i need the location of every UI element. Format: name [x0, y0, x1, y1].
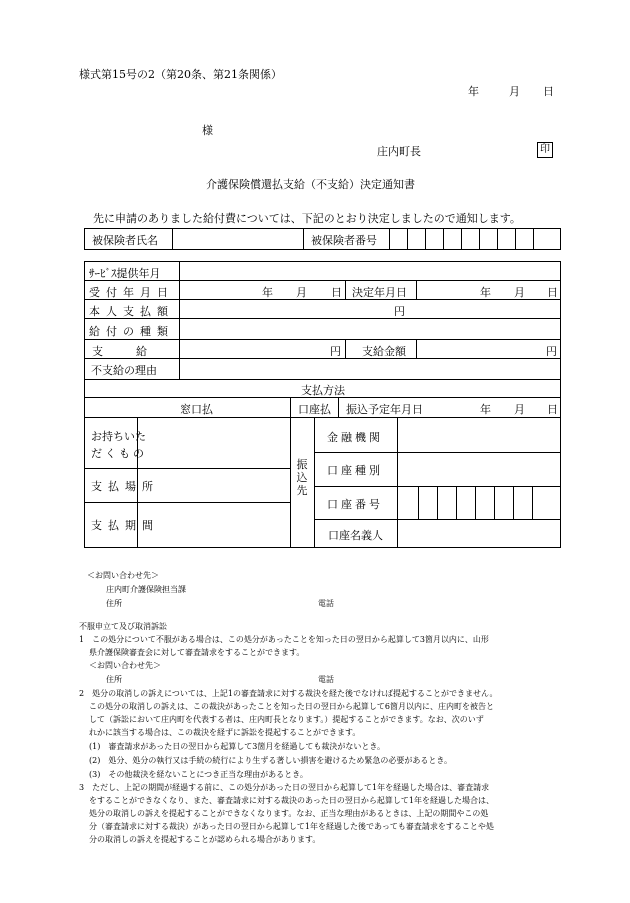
self-payment-yen: 円	[394, 305, 405, 318]
appeal-item2-line1: 2 処分の取消しの訴えについては、上記1の審査請求に対する裁決を経た後でなければ提起することができません。	[79, 689, 498, 698]
service-month-label: ｻｰﾋﾞｽ提供年月	[89, 267, 161, 280]
appeal-item3-line2: をすることができなくなり、また、審査請求に対する裁決のあった日の翌日から起算して1年を経過した場合は、	[89, 796, 495, 805]
appeal-item2-line4: れかに該当する場合は、この裁決を経ずに訴訟を提起することができます。	[89, 728, 361, 737]
payment-period-label: 支払期間	[91, 519, 159, 532]
payment-amount-label: 支給金額	[362, 345, 406, 358]
receipt-year-label: 年	[262, 286, 273, 299]
decision-year-label: 年	[480, 286, 491, 299]
transfer-month-label: 月	[514, 403, 525, 416]
receipt-month-label: 月	[296, 286, 307, 299]
contact-address: 住所	[106, 599, 122, 608]
counter-payment-label: 窓口払	[180, 403, 213, 416]
form-number: 様式第15号の2（第20条、第21条関係）	[79, 68, 282, 81]
appeal-item1-line1: 1 この処分について不服がある場合は、この処分があったことを知った日の翌日から起算して3箇月以内に、山形	[79, 635, 489, 644]
appeal-item2-line2: この処分の取消しの訴えは、この裁決があったことを知った日の翌日から起算して6箇月以内に、庄内町を被告と	[89, 702, 495, 711]
items-to-bring-label-2: だくもの	[91, 447, 147, 460]
appeal-sub2: (2) 処分、処分の執行又は手続の続行により生ずる著しい損害を避けるため緊急の必要があるとき。	[89, 756, 453, 765]
account-type-label: 口座種別	[327, 464, 383, 477]
transfer-date-label: 振込予定年月日	[346, 403, 423, 416]
transfer-dest-label: 振込先	[296, 458, 308, 497]
receipt-day-label: 日	[331, 286, 342, 299]
appeal-sub3: (3) その他裁決を経ないことにつき正当な理由があるとき。	[89, 770, 308, 779]
addressee-suffix: 様	[202, 124, 213, 137]
benefit-type-label: 給付の種類	[89, 325, 174, 338]
decision-date-label: 決定年月日	[352, 286, 407, 299]
appeal-heading: 不服申立て及び取消訴訟	[79, 622, 167, 631]
account-holder-label: 口座名義人	[328, 529, 383, 542]
decision-day-label: 日	[547, 286, 558, 299]
decision-month-label: 月	[514, 286, 525, 299]
items-to-bring-label-1: お持ちいた	[91, 430, 146, 443]
appeal-item3-line3: 処分の取消しの訴えを提起することができなくなります。なお、正当な理由があるときは、上記の期間やこの処	[89, 809, 489, 818]
document-title: 介護保険償還払支給（不支給）決定通知書	[206, 178, 415, 191]
date-month-label: 月	[509, 85, 520, 98]
contact-heading: ＜お問い合わせ先＞	[87, 571, 159, 580]
transfer-day-label: 日	[547, 403, 558, 416]
appeal-address: 住所	[106, 675, 122, 684]
appeal-item1-line2: 県介護保険審査会に対して審査請求をすることができます。	[89, 648, 305, 657]
date-year-label: 年	[468, 85, 479, 98]
transfer-payment-label: 口座払	[298, 403, 331, 416]
receipt-date-label: 受付年月日	[89, 286, 174, 299]
appeal-contact-heading: ＜お問い合わせ先＞	[89, 661, 161, 670]
contact-dept: 庄内町介護保険担当課	[106, 585, 186, 594]
account-number-label: 口座番号	[327, 498, 383, 511]
self-payment-label: 本人支払額	[89, 305, 174, 318]
appeal-item2-line3: して（訴訟において庄内町を代表する者は、庄内町長となります。）提起することができます。なお、次のいず	[89, 715, 484, 724]
nonpayment-reason-label: 不支給の理由	[91, 364, 157, 377]
transfer-year-label: 年	[480, 403, 491, 416]
intro-text: 先に申請のありました給付費については、下記のとおり決定しましたので通知します。	[93, 212, 521, 225]
bank-label: 金融機関	[327, 431, 383, 444]
date-day-label: 日	[543, 85, 554, 98]
appeal-item3-line4: 分（審査請求に対する裁決）があった日の翌日から起算して1年を経過した後であっても審査請求をすることや処	[89, 822, 494, 831]
payment-place-label: 支払場所	[91, 480, 159, 493]
payment-amount-yen: 円	[546, 345, 557, 358]
payment-method-label: 支払方法	[301, 384, 345, 397]
appeal-phone: 電話	[318, 675, 334, 684]
contact-phone: 電話	[318, 599, 334, 608]
appeal-sub1: (1) 審査請求があった日の翌日から起算して3箇月を経過しても裁決がないとき。	[89, 742, 386, 751]
payment-yen: 円	[330, 345, 341, 358]
appeal-item3-line1: 3 ただし、上記の期間が経過する前に、この処分があった日の翌日から起算して1年を経過した場合は、審査請求	[79, 783, 490, 792]
issuer-name: 庄内町長	[377, 145, 421, 158]
appeal-item3-line5: 分の取消しの訴えを提起することが認められる場合があります。	[89, 835, 321, 844]
payment-label: 支 給	[92, 345, 147, 358]
insured-name-label: 被保険者氏名	[92, 234, 158, 247]
official-seal: 印	[537, 142, 553, 158]
insured-number-label: 被保険者番号	[311, 234, 377, 247]
